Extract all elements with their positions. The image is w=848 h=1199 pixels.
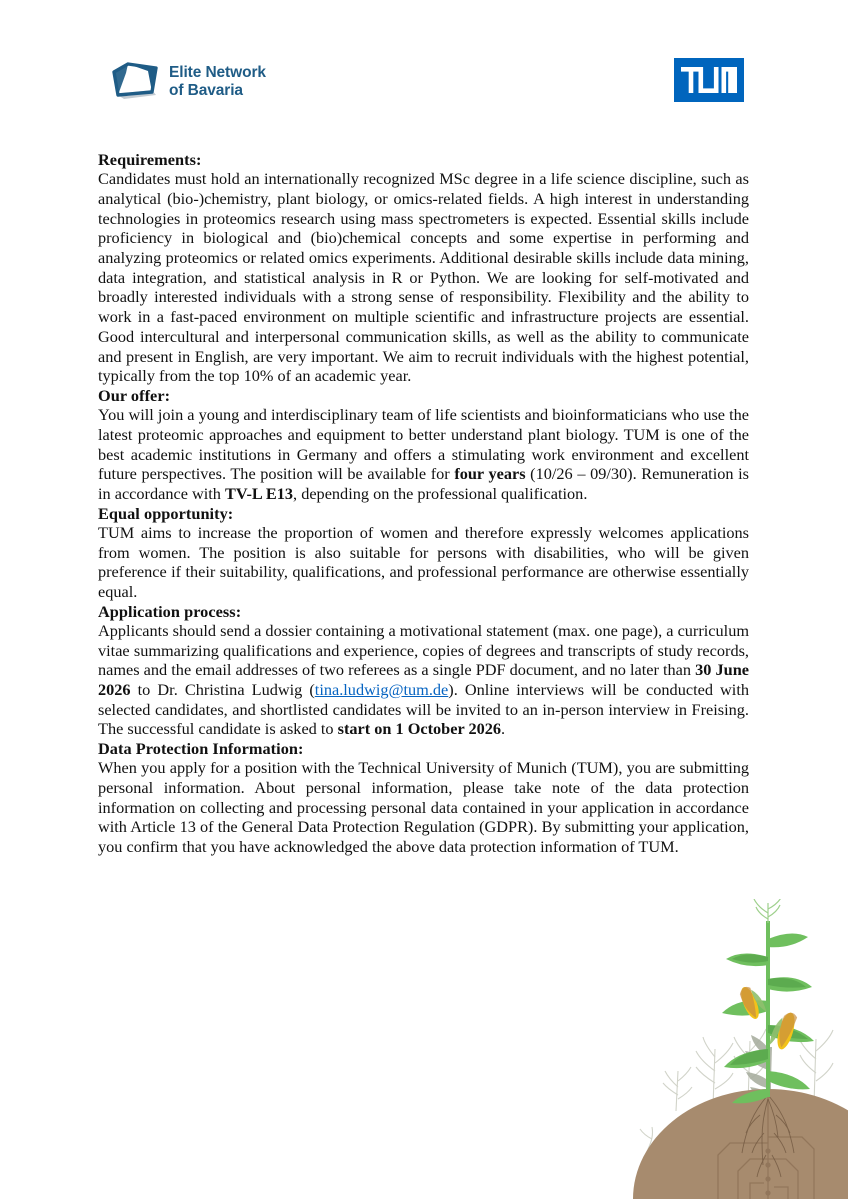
ghost-plant-dark <box>745 1035 772 1114</box>
elite-network-wordmark <box>169 64 266 100</box>
paragraph-equal-opportunity: TUM aims to increase the proportion of women and therefore expressly welcomes applications from women. The position is also suitable for persons with disabilities, who will be given preference if their suitability, qualifications, and professional performance are otherwise essentially equal. <box>98 522 749 602</box>
heading-data-protection: Data Protection Information: <box>98 739 304 759</box>
our-offer-bold-duration: four years <box>454 464 526 484</box>
plant-roots <box>742 1095 794 1177</box>
heading-application-process: Application process: <box>98 601 242 621</box>
paragraph-our-offer <box>98 405 749 504</box>
circuit-root-traces <box>718 1095 814 1199</box>
corn-cobs <box>738 983 798 1052</box>
application-text-1: Applicants should send a dossier containing a motivational statement (max. one page), a curriculum vitae summarizing qualifications and experience, copies of degrees and transcripts of study records, names and the email addresses of two referees as a single PDF document, and no later than <box>98 620 749 680</box>
corn-plant-soil-illustration <box>618 899 848 1199</box>
corn-leaves <box>722 933 814 1103</box>
heading-our-offer: Our offer: <box>98 385 171 405</box>
heading-requirements: Requirements: <box>98 150 202 169</box>
corn-plant <box>722 899 814 1103</box>
contact-email-link[interactable]: tina.ludwig@tum.de <box>314 680 449 700</box>
tum-logo <box>674 58 744 102</box>
enb-line-1: Elite Network <box>169 64 266 82</box>
our-offer-text-3: , depending on the professional qualification. <box>293 483 588 503</box>
ghost-plants <box>640 1029 833 1151</box>
corn-leaf-shading <box>730 954 808 1065</box>
paragraph-requirements: Candidates must hold an internationally recognized MSc degree in a life science discipline, such as analytical (bio-)chemistry, plant biology, or omics-related fields. A high interest in understanding technologies in proteomics research using mass spectrometers is expected. Essential skills include proficiency in biological and (bio)chemical concepts and some expertise in performing and analyzing proteomics or related omics experiments. Additional desirable skills include data mining, data integration, and statistical analysis in R or Python. We are looking for self-motivated and broadly interested individuals with a strong sense of responsibility. Flexibility and the ability to work in a fast-paced environment on multiple scientific and infrastructure projects are essential. Good intercultural and interpersonal communication skills, as well as the ability to communicate and present in English, are very important. We aim to recruit individuals with the highest potential, typically from the top 10% of an academic year. <box>98 169 749 386</box>
our-offer-text-2: (10/26 – 09/30). Remuneration is in accordance with <box>98 464 749 503</box>
heading-equal-opportunity: Equal opportunity: <box>98 503 234 523</box>
our-offer-text-1: You will join a young and interdisciplinary team of life scientists and bioinformaticians who use the latest proteomic approaches and equipment to better understand plant biology. TUM is one of the best academic institutions in Germany and offers a stimulating work environment and excellent future perspectives. The position will be available for <box>98 405 749 484</box>
our-offer-bold-payscale: TV-L E13 <box>225 483 294 503</box>
document-body <box>98 150 749 857</box>
enb-line-2: of Bavaria <box>169 82 243 99</box>
application-text-2: to Dr. Christina Ludwig ( <box>130 680 315 700</box>
corn-tassel <box>754 899 782 923</box>
application-text-3: ). Online interviews will be conducted with selected candidates, and shortlisted candidates will be invited to an in-person interview in Freising. The successful candidate is asked to <box>98 680 749 739</box>
application-bold-deadline: 30 June 2026 <box>98 660 749 700</box>
document-header <box>0 58 848 118</box>
elite-network-of-bavaria-logo <box>112 62 266 102</box>
application-text-4: . <box>501 719 506 739</box>
application-bold-start-date: start on 1 October 2026 <box>337 719 502 739</box>
paragraph-data-protection: When you apply for a position with the Technical University of Munich (TUM), you are submitting personal information. About personal information, please take note of the data protection information on collecting and processing personal data contained in your application in accordance with Article 13 of the General Data Protection Regulation (GDPR). By submitting your application, you confirm that you have acknowledged the above data protection information of TUM. <box>98 758 749 857</box>
paragraph-application-process <box>98 621 749 739</box>
elite-network-logo-icon <box>112 62 160 102</box>
soil-mound <box>633 1089 848 1199</box>
corn-stalk <box>766 921 770 1097</box>
